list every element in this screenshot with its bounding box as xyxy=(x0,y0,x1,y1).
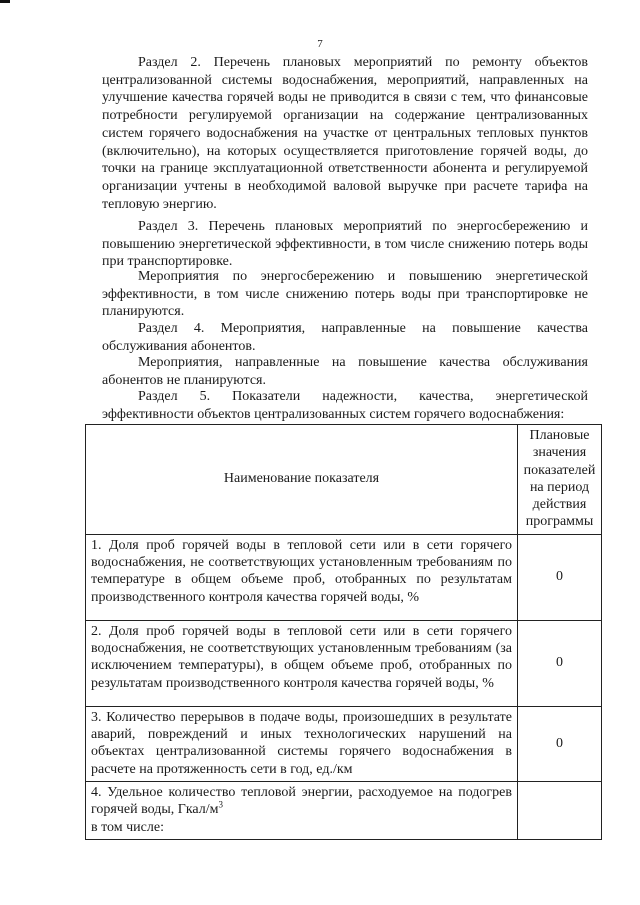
indicator-4-sublabel: в том числе: xyxy=(91,819,164,835)
section-5-paragraph: Раздел 5. Показатели надежности, качества, энергетической эффективности объектов централизованных систем горячего водоснабжения: xyxy=(102,389,588,422)
section-3-note: Мероприятия по энергосбережению и повышению энергетической эффективности, в том числе снижению потерь воды при транспортировке не планируются. xyxy=(102,269,588,320)
page-edge-mark xyxy=(0,0,10,3)
section-4-note: Мероприятия, направленные на повышение качества обслуживания абонентов не планируются. xyxy=(102,355,588,388)
section-3-paragraph: Раздел 3. Перечень плановых мероприятий по энергосбережению и повышению энергетической эффективности, в том числе снижению потерь воды при транспортировке. xyxy=(102,219,588,270)
section-2-paragraph: Раздел 2. Перечень плановых мероприятий по ремонту объектов централизованной системы водоснабжения, мероприятий, направленных на улучшение качества горячей воды не приводится в связи с тем, что финансовые потребности регулируемой организации на содержание централизованных систем горячего водоснабжения на участке от центральных тепловых пунктов (включительно), на которых осуществляется приготовление горячей воды, до точки на границе эксплуатационной ответственности абонента и регулируемой организации учтены в необходимой валовой выручке при расчете тарифа на тепловую энергию. xyxy=(102,55,588,212)
indicator-value-cell: 0 xyxy=(518,706,602,781)
indicator-value-cell xyxy=(518,781,602,839)
table-row xyxy=(86,620,602,706)
indicator-name-cell: 1. Доля проб горячей воды в тепловой сети или в сети горячего водоснабжения, не соответствующих установленным требованиям по температуре в общем объеме проб, отобранных по результатам производственного контроля качества горячей воды, % xyxy=(86,534,518,620)
indicator-name-cell: 3. Количество перерывов в подаче воды, произошедших в результате аварий, повреждений и иных технологических нарушений на объектах централизованной системы горячего водоснабжения в расчете на протяженность сети в год, ед./км xyxy=(86,706,518,781)
indicator-value-cell: 0 xyxy=(518,620,602,706)
section-4-paragraph: Раздел 4. Мероприятия, направленные на повышение качества обслуживания абонентов. xyxy=(102,321,588,354)
table-row xyxy=(86,706,602,781)
header-indicator-name: Наименование показателя xyxy=(86,425,518,535)
header-planned-values: Плановые значения показателей на период действия программы xyxy=(518,425,602,535)
indicator-4-text: 4. Удельное количество тепловой энергии, расходуемое на подогрев горячей воды, Гкал/м xyxy=(91,784,512,818)
table-row xyxy=(86,534,602,620)
table-row xyxy=(86,781,602,839)
unit-superscript: 3 xyxy=(218,799,223,810)
indicator-name-cell xyxy=(86,781,518,839)
indicators-table xyxy=(85,424,602,840)
table-header-row xyxy=(86,425,602,535)
page-number: 7 xyxy=(317,38,323,50)
indicator-name-cell: 2. Доля проб горячей воды в тепловой сети или в сети горячего водоснабжения, не соответствующих установленным требованиям (за исключением температуры), в общем объеме проб, отобранных по результатам производственного контроля качества горячей воды, % xyxy=(86,620,518,706)
indicator-value-cell: 0 xyxy=(518,534,602,620)
